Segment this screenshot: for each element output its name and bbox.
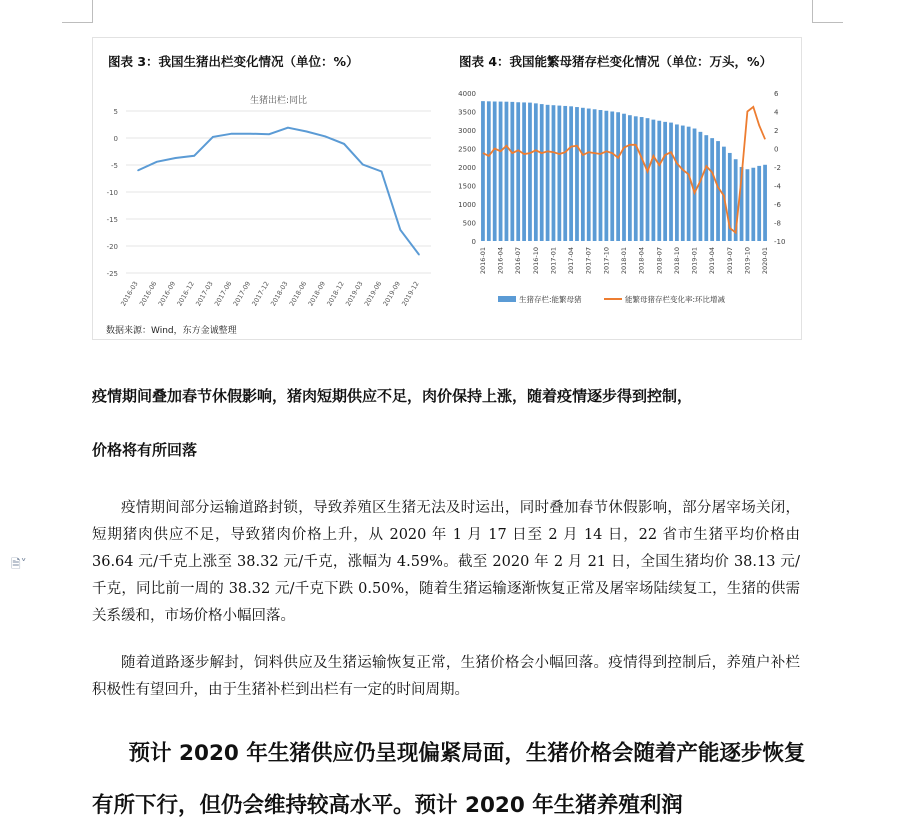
bar-sow-inventory	[610, 112, 614, 242]
y-tick-label: -25	[106, 270, 118, 278]
data-point	[175, 157, 177, 159]
bar-sow-inventory	[493, 102, 497, 241]
bar-sow-inventory	[481, 101, 485, 241]
x-tick-label: 2016-10	[531, 247, 540, 275]
figure-panel	[92, 37, 802, 340]
legend-label-bar: 生猪存栏:能繁母猪	[519, 295, 582, 304]
y-left-tick-label: 4000	[458, 90, 476, 98]
data-point	[381, 171, 383, 173]
x-tick-label: 2016-07	[514, 247, 523, 275]
y-tick-label: -5	[111, 162, 118, 170]
y-right-tick-label: 2	[774, 127, 779, 135]
bar-sow-inventory	[487, 101, 491, 241]
bar-sow-inventory	[505, 102, 509, 241]
x-tick-label: 2019-01	[690, 247, 699, 275]
y-right-tick-label: 6	[774, 90, 779, 98]
y-left-tick-label: 2500	[458, 145, 476, 154]
paragraph-2: 随着道路逐步解封，饲料供应及生猪运输恢复正常，生猪价格会小幅回落。疫情得到控制后，养殖户补栏积极性有望回升，由于生猪补栏到出栏有一定的时间周期。	[92, 655, 800, 698]
y-right-tick-label: -4	[774, 182, 781, 191]
x-tick-label: 2017-03	[194, 280, 215, 308]
y-left-tick-label: 2000	[458, 164, 476, 172]
bar-sow-inventory	[604, 111, 608, 241]
x-tick-label: 2018-10	[672, 246, 681, 275]
y-tick-label: 0	[113, 135, 118, 143]
x-tick-label: 2016-01	[478, 247, 487, 275]
y-right-tick-label: -10	[774, 238, 786, 246]
big-paragraph: 预计 2020 年生猪供应仍呈现偏紧局面，生猪价格会随着产能逐步恢复有所下行，但仍会维持较高水平。预计 2020 年生猪养殖利润	[92, 741, 806, 818]
crop-mark-left	[62, 0, 93, 23]
x-tick-label: 2019-12	[400, 280, 421, 308]
bar-sow-inventory	[628, 115, 632, 241]
legend-swatch-bar	[498, 296, 516, 302]
legend-label-line: 能繁母猪存栏变化率:环比增减	[625, 295, 726, 304]
x-tick-label: 2019-10	[743, 247, 752, 275]
x-tick-label: 2018-06	[287, 280, 309, 308]
x-tick-label: 2017-01	[549, 247, 558, 275]
y-right-tick-label: -8	[774, 219, 781, 228]
x-tick-label: 2017-04	[567, 247, 576, 275]
bar-sow-inventory	[757, 166, 761, 241]
bar-sow-inventory	[563, 106, 567, 241]
data-point	[306, 131, 308, 133]
bar-sow-inventory	[528, 103, 532, 241]
bar-sow-inventory	[652, 120, 656, 241]
bar-sow-inventory	[516, 102, 520, 241]
y-left-tick-label: 1000	[458, 201, 476, 209]
x-tick-label: 2018-01	[620, 247, 628, 275]
x-tick-label: 2018-04	[637, 247, 646, 275]
data-point	[212, 136, 214, 138]
x-tick-label: 2016-03	[119, 280, 140, 308]
chart-hog-slaughter-yoy	[93, 93, 443, 323]
bar-sow-inventory	[622, 114, 626, 241]
data-point	[399, 229, 401, 231]
y-tick-label: -15	[106, 216, 118, 224]
x-tick-label: 2019-09	[381, 280, 402, 308]
bar-sow-inventory	[575, 107, 579, 241]
bar-sow-inventory	[681, 126, 685, 241]
data-point	[156, 161, 158, 163]
bar-sow-inventory	[599, 110, 603, 241]
x-tick-label: 2018-07	[655, 247, 664, 275]
bar-sow-inventory	[746, 169, 750, 241]
data-point	[231, 133, 233, 135]
x-tick-label: 2020-01	[761, 247, 770, 275]
chart-title: 生猪出栏:同比	[249, 96, 308, 106]
data-point	[287, 127, 289, 129]
x-tick-label: 2018-12	[325, 280, 346, 308]
y-left-tick-label: 3000	[458, 127, 476, 135]
paragraph-1: 疫情期间部分运输道路封锁，导致养殖区生猪无法及时运出，同时叠加春节休假影响，部分屠宰场关闭，短期猪肉供应不足，导致猪肉价格上升，从 2020 年 1 月 17 日至 2 月 14 日，22 省市生猪平均价格由 36.64 元/千克上涨至 38.32 元/千克，涨幅为 4.59%。截至 2020 年 2 月 21 日，全国生猪均价 38.13 元/千克，同比前一周的 38.32 元/千克下跌 0.50%，随着生猪运输逐渐恢复正常及屠宰场陆续复工，生猪的供需关系缓和，市场价格小幅回落。	[92, 500, 800, 624]
y-left-tick-label: 3500	[458, 108, 476, 117]
bar-sow-inventory	[710, 138, 714, 241]
chart-sow-inventory	[446, 84, 801, 324]
x-tick-label: 2017-10	[602, 247, 611, 275]
data-point	[343, 143, 345, 145]
bar-sow-inventory	[699, 132, 703, 241]
bar-sow-inventory	[763, 165, 767, 241]
section-heading-line2: 价格将有所回落	[92, 441, 198, 459]
x-tick-label: 2016-06	[137, 280, 159, 308]
bar-sow-inventory	[687, 127, 691, 241]
figure-source: 数据来源：Wind，东方金诚整理	[106, 326, 237, 336]
bar-sow-inventory	[640, 117, 644, 241]
section-heading-line1: 疫情期间叠加春节休假影响，猪肉短期供应不足，肉价保持上涨，随着疫情逐步得到控制，	[92, 387, 693, 405]
y-left-tick-label: 0	[471, 238, 476, 246]
y-tick-label: -10	[106, 189, 118, 197]
y-tick-label: -20	[106, 243, 118, 251]
bar-sow-inventory	[552, 105, 556, 241]
bar-sow-inventory	[546, 105, 550, 241]
bar-sow-inventory	[540, 104, 544, 241]
bar-sow-inventory	[569, 106, 573, 241]
data-point	[362, 164, 364, 166]
bar-sow-inventory	[534, 103, 538, 241]
bar-sow-inventory	[587, 109, 591, 241]
bar-sow-inventory	[669, 123, 673, 241]
y-right-tick-label: 4	[774, 108, 779, 117]
y-right-tick-label: -6	[774, 201, 781, 209]
y-right-tick-label: -2	[774, 164, 781, 172]
x-tick-label: 2018-03	[269, 280, 290, 308]
bar-sow-inventory	[581, 108, 585, 241]
y-tick-label: 5	[113, 108, 118, 116]
x-tick-label: 2019-03	[344, 280, 365, 308]
x-tick-label: 2017-09	[231, 280, 253, 308]
bar-sow-inventory	[646, 118, 650, 241]
bar-sow-inventory	[593, 109, 597, 241]
x-tick-label: 2019-06	[362, 280, 384, 308]
x-tick-label: 2019-04	[708, 247, 717, 275]
bar-sow-inventory	[693, 129, 697, 241]
x-tick-label: 2016-04	[496, 247, 505, 275]
series-line-hog-slaughter-yoy	[138, 128, 419, 255]
data-point	[418, 254, 420, 256]
y-left-tick-label: 1500	[458, 182, 476, 191]
data-point	[250, 133, 252, 135]
figure-3-title: 图表 3：我国生猪出栏变化情况（单位：%）	[108, 54, 359, 69]
x-tick-label: 2017-06	[212, 280, 234, 308]
bar-sow-inventory	[557, 106, 561, 241]
x-tick-label: 2019-07	[725, 247, 734, 275]
bar-sow-inventory	[510, 102, 514, 241]
crop-mark-right	[812, 0, 843, 23]
x-tick-label: 2016-12	[175, 280, 196, 308]
bar-sow-inventory	[499, 102, 503, 241]
data-point	[268, 133, 270, 135]
bar-sow-inventory	[751, 168, 755, 241]
document-icon[interactable]: 🗎˅	[11, 557, 27, 571]
bar-sow-inventory	[657, 121, 661, 241]
bar-sow-inventory	[704, 135, 708, 241]
y-right-tick-label: 0	[774, 145, 779, 154]
bar-sow-inventory	[616, 112, 620, 241]
figure-4-title: 图表 4：我国能繁母猪存栏变化情况（单位：万头，%）	[459, 54, 773, 69]
bar-sow-inventory	[634, 116, 638, 241]
y-left-tick-label: 500	[462, 219, 476, 228]
x-tick-label: 2018-09	[306, 280, 328, 308]
x-tick-label: 2016-09	[156, 280, 178, 308]
data-point	[193, 155, 195, 157]
data-point	[137, 170, 139, 172]
x-tick-label: 2017-12	[250, 280, 271, 308]
bar-sow-inventory	[716, 141, 720, 241]
bar-sow-inventory	[522, 102, 526, 241]
bar-sow-inventory	[675, 124, 679, 241]
data-point	[325, 136, 327, 138]
x-tick-label: 2017-07	[584, 247, 593, 275]
bar-sow-inventory	[663, 122, 667, 241]
